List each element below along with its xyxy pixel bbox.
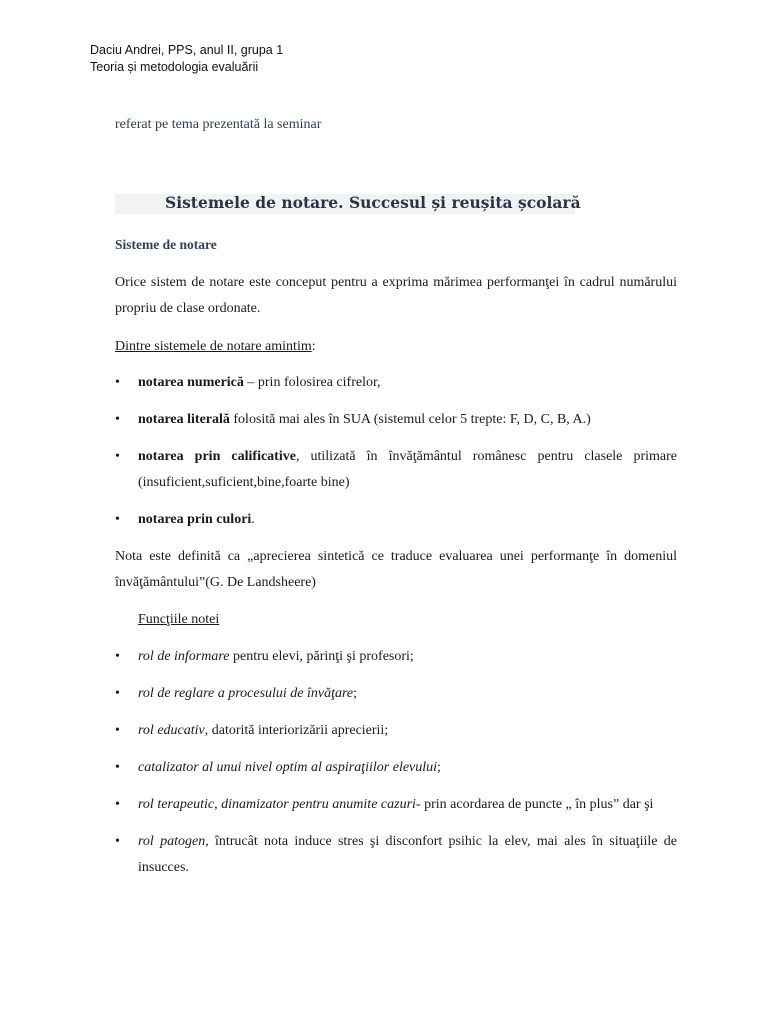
document-body	[115, 270, 677, 881]
bullet-icon: •	[115, 449, 120, 464]
bullet-icon: •	[115, 797, 120, 812]
list-item-text: , datorită interiorizării aprecierii;	[204, 723, 389, 738]
section-heading: Sisteme de notare	[115, 237, 217, 252]
list-item-italic: rol terapeutic, dinamizator pentru anumite cazuri	[138, 797, 416, 812]
list-intro	[115, 334, 677, 360]
bullet-icon: •	[115, 760, 120, 775]
bullet-icon: •	[115, 412, 120, 427]
bullet-icon: •	[115, 512, 120, 527]
list-item-bold: notarea numerică	[138, 375, 244, 390]
definition-paragraph: Nota este definită ca „aprecierea sintetică ce traduce evaluarea unei performanţe în domeniul învăţământului”(G. De Landsheere)	[115, 549, 677, 590]
list-item	[115, 792, 677, 818]
list-item-text: folosită mai ales în SUA (sistemul celor 5 trepte: F, D, C, B, A.)	[229, 412, 591, 427]
grading-systems-list	[115, 370, 677, 533]
list-item	[115, 370, 677, 396]
list-item-text: ;	[437, 760, 441, 775]
list-item-italic: rol de reglare a procesului de învăţare	[138, 686, 354, 701]
list-item-text: ;	[353, 686, 358, 701]
bullet-icon: •	[115, 834, 120, 849]
document-title: Sistemele de notare. Succesul și reușita școlară	[165, 193, 581, 212]
list-item	[115, 829, 677, 881]
list-item-text: .	[251, 512, 255, 527]
functions-heading	[115, 607, 677, 633]
list-intro-colon: :	[311, 339, 316, 354]
bullet-icon: •	[115, 686, 120, 701]
list-item	[115, 507, 677, 533]
list-item	[115, 444, 677, 496]
functions-heading-text: Funcţiile notei	[138, 612, 220, 627]
document-header	[90, 42, 283, 76]
bullet-icon: •	[115, 375, 120, 390]
list-item	[115, 755, 677, 781]
list-item-text: pentru elevi, părinţi şi profesori;	[229, 649, 414, 664]
list-item-italic: catalizator al unui nivel optim al aspiraţiilor elevului	[138, 760, 438, 775]
bullet-icon: •	[115, 723, 120, 738]
list-item-bold: notarea prin culori	[138, 512, 252, 527]
author-line: Daciu Andrei, PPS, anul II, grupa 1	[90, 43, 284, 57]
document-subtitle: referat pe tema prezentată la seminar	[115, 117, 322, 132]
list-item-text: – prin folosirea cifrelor,	[243, 375, 381, 390]
list-item	[115, 644, 677, 670]
list-intro-text: Dintre sistemele de notare amintim	[115, 339, 312, 354]
list-item-bold: notarea literală	[138, 412, 230, 427]
functions-list	[115, 644, 677, 881]
intro-paragraph: Orice sistem de notare este conceput pentru a exprima mărimea performanţei în cadrul numărului propriu de clase ordonate.	[115, 275, 677, 316]
bullet-icon: •	[115, 649, 120, 664]
list-item-text: , întrucât nota induce stres şi disconfort psihic la elev, mai ales în situaţiile de insucces.	[138, 834, 677, 875]
list-item	[115, 681, 677, 707]
list-item	[115, 407, 677, 433]
list-item-text: , utilizată în învăţământul românesc pentru clasele primare (insuficient,suficient,bine,foarte bine)	[138, 449, 677, 490]
course-line: Teoria și metodologia evaluării	[90, 60, 259, 74]
list-item-italic: rol patogen	[138, 834, 206, 849]
list-item-text: - prin acordarea de puncte „ în plus” dar şi	[415, 797, 654, 812]
list-item-bold: notarea prin calificative	[138, 449, 296, 464]
list-item-italic: rol educativ	[138, 723, 205, 738]
list-item	[115, 718, 677, 744]
list-item-italic: rol de informare	[138, 649, 230, 664]
